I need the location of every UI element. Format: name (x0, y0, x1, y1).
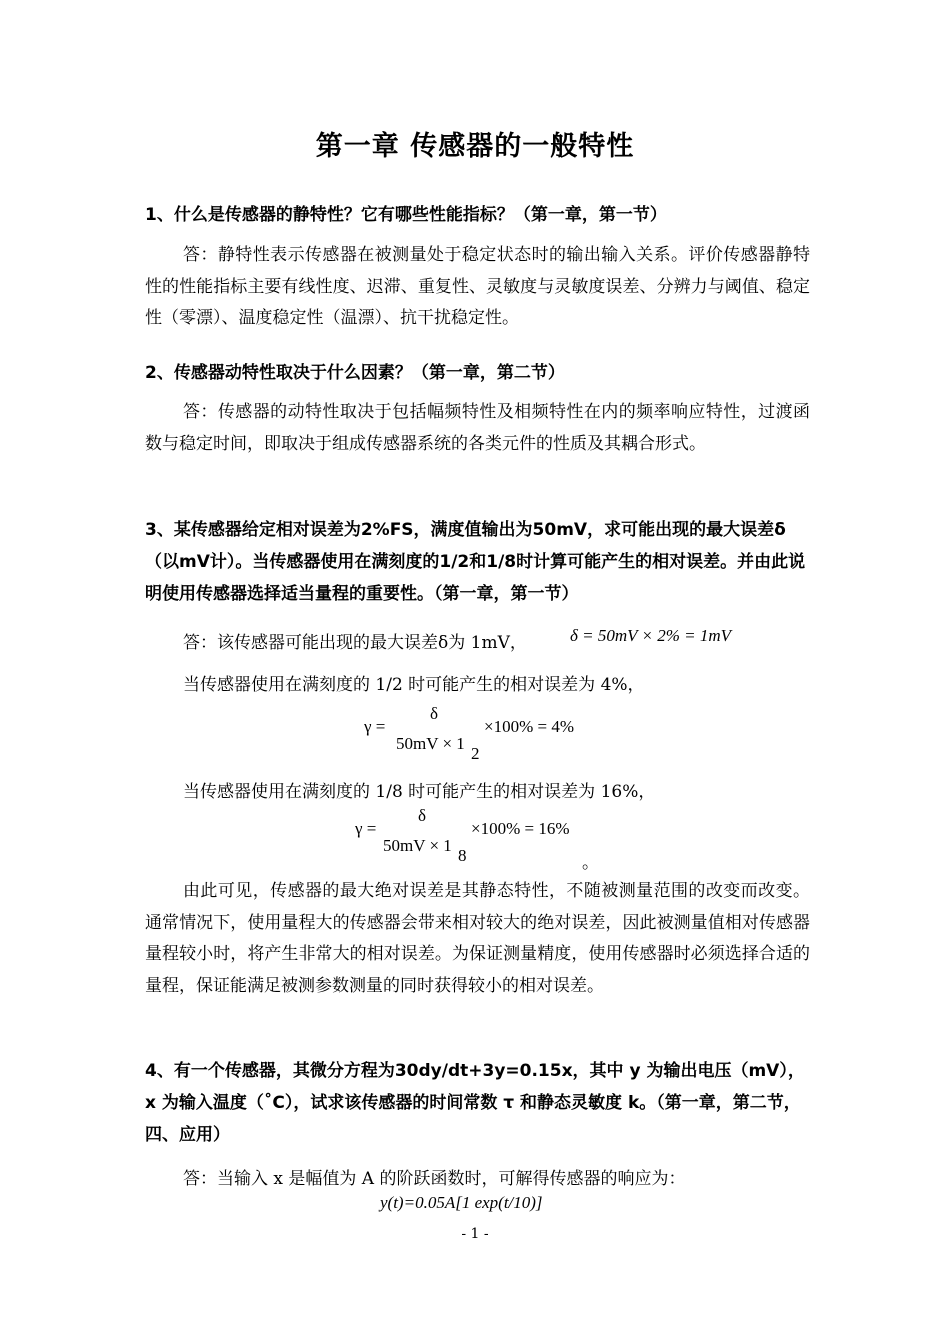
formula-response: y(t)=0.05A[1 exp(t/10)] (380, 1193, 543, 1212)
answer-3-conclusion: 由此可见，传感器的最大绝对误差是其静态特性，不随被测量范围的改变而改变。通常情况下，使用量程大的传感器会带来相对较大的绝对误差，因此被测量值相对传感器量程较小时，将产生非常大的相对误差。为保证测量精度，使用传感器时必须选择合适的量程，保证能满足被测参数测量的同时获得较小的相对误差。 (145, 881, 810, 996)
question-2: 2、传感器动特性取决于什么因素？（第一章，第二节） (145, 363, 565, 383)
document-page: 第一章 传感器的一般特性 1、什么是传感器的静特性？它有哪些性能指标？（第一章，第一节） 答：静特性表示传感器在被测量处于稳定状态时的输出输入关系。评价传感器静特性的性能指标主要有线性度、迟滞、重复性、灵敏度与灵敏度误差、分辨力与阈值、稳定性（零漂）、温度稳定性（温漂）、抗干扰稳定性。 2、传感器动特性取决于什么因素？（第一章，第二节） 答：传感器的动特性取决于包括幅频特性及相频特性在内的频率响应特性，过渡函数与稳定时间，即取决于组成传感器系统的各类元件的性质及其耦合形式。 3、某传感器给定相对误差为2%FS，满度值输出为50mV，求可能出现的最大误差δ（以mV计）。当传感器使用在满刻度的1/2和1/8时计算可能产生的相对误差。并由此说明使用传感器选择适当量程的重要性。（第一章，第一节） 答：该传感器可能出现的最大误差δ为 1mV， δ = 50mV × 2% = 1mV 当传感器使用在满刻度的 1/2 时可能产生的相对误差为 4%， γ = δ 50mV × 1 2 ×100% = 4% 当传感器使用在满刻度的 1/8 时可能产生的相对误差为 16%， γ = δ 50mV × 1 8 ×100% = 16% 。 由此可见，传感器的最大绝对误差是其静态特性，不随被测量范围的改变而改变。通常情况下，使用量程大的传感器会带来相对较大的绝对误差，因此被测量值相对传感器量程较小时，将产生非常大的相对误差。为保证测量精度，使用传感器时必须选择合适的量程，保证能满足被测参数测量的同时获得较小的相对误差。 4、有一个传感器，其微分方程为30dy/dt+3y=0.15x，其中 y 为输出电压（mV），x 为输入温度（˚C），试求该传感器的时间常数 τ 和静态灵敏度 k。（第一章，第二节，四、应用） 答：当输入 x 是幅值为 A 的阶跃函数时，可解得传感器的响应为： y(t)=0.05A[1 exp(t/10)] - 1 - (0, 0, 950, 1344)
answer-1: 答：静特性表示传感器在被测量处于稳定状态时的输出输入关系。评价传感器静特性的性能指标主要有线性度、迟滞、重复性、灵敏度与灵敏度误差、分辨力与阈值、稳定性（零漂）、温度稳定性（温漂）、抗干扰稳定性。 (145, 245, 810, 328)
answer-3-eighth-line: 当传感器使用在满刻度的 1/8 时可能产生的相对误差为 16%， (183, 782, 656, 802)
answer-3-half-line: 当传感器使用在满刻度的 1/2 时可能产生的相对误差为 4%， (183, 675, 645, 695)
question-4: 4、有一个传感器，其微分方程为30dy/dt+3y=0.15x，其中 y 为输出电压（mV），x 为输入温度（˚C），试求该传感器的时间常数 τ 和静态灵敏度 k。（第一章，第二节，四、应用） (145, 1061, 805, 1145)
formula-max-error: δ = 50mV × 2% = 1mV (570, 626, 731, 645)
answer-4: 答：当输入 x 是幅值为 A 的阶跃函数时，可解得传感器的响应为： (183, 1169, 686, 1189)
question-1: 1、什么是传感器的静特性？它有哪些性能指标？（第一章，第一节） (145, 205, 667, 225)
answer-3-line1: 答：该传感器可能出现的最大误差δ为 1mV， (183, 633, 527, 653)
chapter-title: 第一章 传感器的一般特性 (315, 131, 635, 162)
answer-2: 答：传感器的动特性取决于包括幅频特性及相频特性在内的频率响应特性，过渡函数与稳定时间，即取决于组成传感器系统的各类元件的性质及其耦合形式。 (145, 402, 810, 454)
question-3: 3、某传感器给定相对误差为2%FS，满度值输出为50mV，求可能出现的最大误差δ（以mV计）。当传感器使用在满刻度的1/2和1/8时计算可能产生的相对误差。并由此说明使用传感器选择适当量程的重要性。（第一章，第一节） (145, 520, 806, 604)
page-number: - 1 - (461, 1226, 489, 1242)
